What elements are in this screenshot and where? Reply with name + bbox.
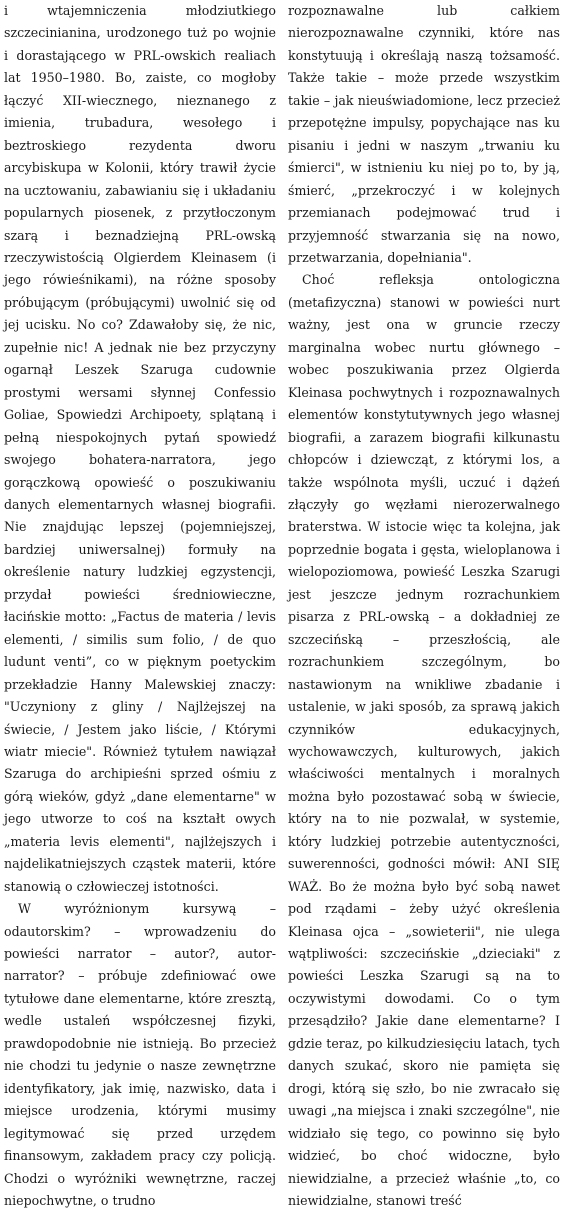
- right-column: [288, 0, 560, 1212]
- paragraph: i wtajemniczenia młodziutkiego szczecinianina, urodzonego tuż po wojnie i dorastającego w PRL-owskich realiach lat 1950–1980. Bo, zaiste, co mogłoby łączyć XII-wiecznego, nieznanego z imienia, trubadura, wesołego i beztroskiego rezydenta dworu arcybiskupa w Kolonii, który trawił życie na ucztowaniu, zabawianiu się i układaniu popularnych piosenek, z przytłoczonym szarą i beznadziejną PRL-owską rzeczywistością Olgierdem Kleinasem (i jego rówieśnikami), na różne sposoby próbującym (próbującymi) uwolnić się od jej ucisku. No co? Zdawałoby się, że nic, zupełnie nic! A jednak nie bez przyczyny ogarnął Leszek Szaruga cudownie prostymi wersami słynnej Confessio Goliae, Spowiedzi Archipoety, splątaną i pełną niespokojnych pytań spowiedź swojego bohatera-narratora, jego gorączkową opowieść o poszukiwaniu danych elementarnych własnej biografii. Nie znajdując lepszej (pojemniejszej, bardziej uniwersalnej) formuły na określenie natury ludzkiej egzystencji, przydał powieści średniowieczne, łacińskie motto: „Factus de materia / levis elementi, / similis sum folio, / de quo ludunt venti”, co w pięknym poetyckim przekładzie Hanny Malewskiej znaczy: "Uczyniony z gliny / Najlżejszej na świecie, / Jestem jako liście, / Którymi wiatr miecie". Również tytułem nawiązał Szaruga do archipieśni sprzed ośmiu z górą wieków, gdyż „dane elementarne" w jego utworze to coś na kształt owych „materia levis elementi", najlżejszych i najdelikatniejszych cząstek materii, które stanowią o człowieczej istotności.: [4, 3, 276, 894]
- paragraph: W wyróżnionym kursywą – odautorskim? – wprowadzeniu do powieści narrator – autor?, autor-narrator? – próbuje zdefiniować owe tytułowe dane elementarne, które zresztą, wedle ustaleń współczesnej fizyki, prawdopodobnie nie istnieją. Bo przecież nie chodzi tu jedynie o nasze zewnętrzne identyfikatory, jak imię, nazwisko, data i miejsce urodzenia, którymi musimy legitymować się przed urzędem finansowym, zakładem pracy czy policją. Chodzi o wyróżniki wewnętrzne, raczej niepochwytne, o trudno: [4, 901, 276, 1209]
- left-column: [4, 0, 276, 1212]
- paragraph: Choć refleksja ontologiczna (metafizyczna) stanowi w powieści nurt ważny, jest ona w gruncie rzeczy marginalna wobec nurtu głównego – wobec poszukiwania przez Olgierda Kleinasa pochwytnych i rozpoznawalnych elementów konstytutywnych jego własnej biografii, a zarazem biografii kilkunastu chłopców i dziewcząt, z którymi los, a także wspólnota myśli, uczuć i dążeń złączyły go węzłami nierozerwalnego braterstwa. W istocie więc ta kolejna, jak poprzednie bogata i gęsta, wieloplanowa i wielopoziomowa, powieść Leszka Szarugi jest jeszcze jednym rozrachunkiem pisarza z PRL-owską – a dokładniej ze szczecińską – przeszłością, ale rozrachunkiem szczególnym, bo nastawionym na wnikliwe zbadanie i ustalenie, w jaki sposób, za sprawą jakich czynników edukacyjnych, wychowawczych, kulturowych, jakich właściwości mentalnych i moralnych można było pozostawać sobą w świecie, który na to nie pozwalał, w systemie, który ludzkiej potrzebie autentyczności, suwerenności, godności mówił: ANI SIĘ WAŻ. Bo że można było być sobą nawet pod rządami – żeby użyć określenia Kleinasa ojca – „sowieterii", nie ulega wątpliwości: szczecińskie „dzieciaki" z powieści Leszka Szarugi są na to oczywistymi dowodami. Co o tym przesądziło? Jakie dane elementarne? I gdzie teraz, po kilkudziesięciu latach, tych danych szukać, skoro nie pamięta się drogi, którą się szło, bo nie zwracało się uwagi „na miejsca i znaki szczególne", nie widziało się tego, co powinno się było widzieć, bo choć widoczne, było niewidzialne, a przecież właśnie „to, co niewidzialne, stanowi treść: [288, 272, 560, 1209]
- paragraph: rozpoznawalne lub całkiem nierozpoznawalne czynniki, które nas konstytuują i określają naszą tożsamość. Także takie – może przede wszystkim takie – jak nieuświadomione, lecz przecież przepotężne impulsy, popychające nas ku pisaniu i jedni w naszym „trwaniu ku śmierci", w istnieniu ku niej po to, by ją, śmierć, „przekroczyć i w kolejnych przemianach podejmować trud i przyjemność stwarzania się na nowo, przetwarzania, dopełniania".: [288, 3, 560, 265]
